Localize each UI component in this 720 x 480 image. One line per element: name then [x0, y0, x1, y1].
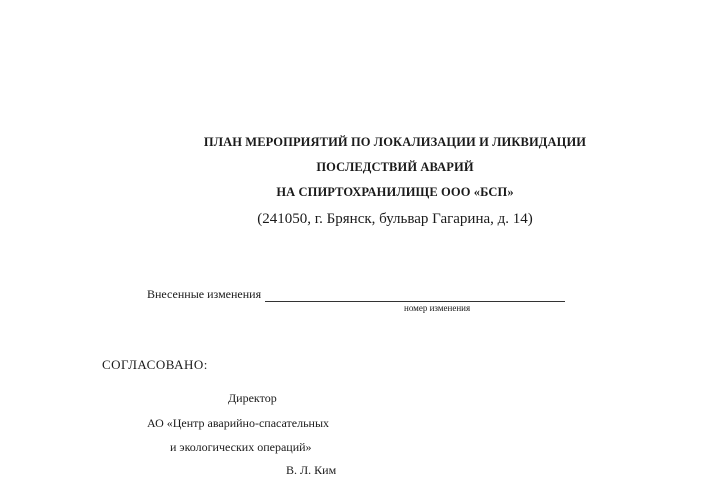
- changes-row: [147, 287, 565, 302]
- approver-org-line-1: АО «Центр аварийно-спасательных: [147, 416, 330, 430]
- changes-label: Внесенные изменения: [147, 287, 262, 301]
- approver-org-line-2: и экологических операций»: [170, 440, 312, 454]
- agreed-label: СОГЛАСОВАНО:: [102, 357, 208, 372]
- facility-address: (241050, г. Брянск, бульвар Гагарина, д. 14): [257, 211, 533, 227]
- title-line-2: ПОСЛЕДСТВИЙ АВАРИЙ: [316, 160, 474, 174]
- changes-fill-line: [265, 289, 565, 302]
- document-title: [0, 130, 720, 231]
- title-line-3: НА СПИРТОХРАНИЛИЩЕ ООО «БСП»: [276, 185, 514, 199]
- changes-caption: номер изменения: [404, 303, 471, 313]
- approver-position: Директор: [228, 391, 277, 405]
- title-line-1: ПЛАН МЕРОПРИЯТИЙ ПО ЛОКАЛИЗАЦИИ И ЛИКВИДАЦИИ: [203, 135, 587, 149]
- approver-name: В. Л. Ким: [286, 463, 337, 477]
